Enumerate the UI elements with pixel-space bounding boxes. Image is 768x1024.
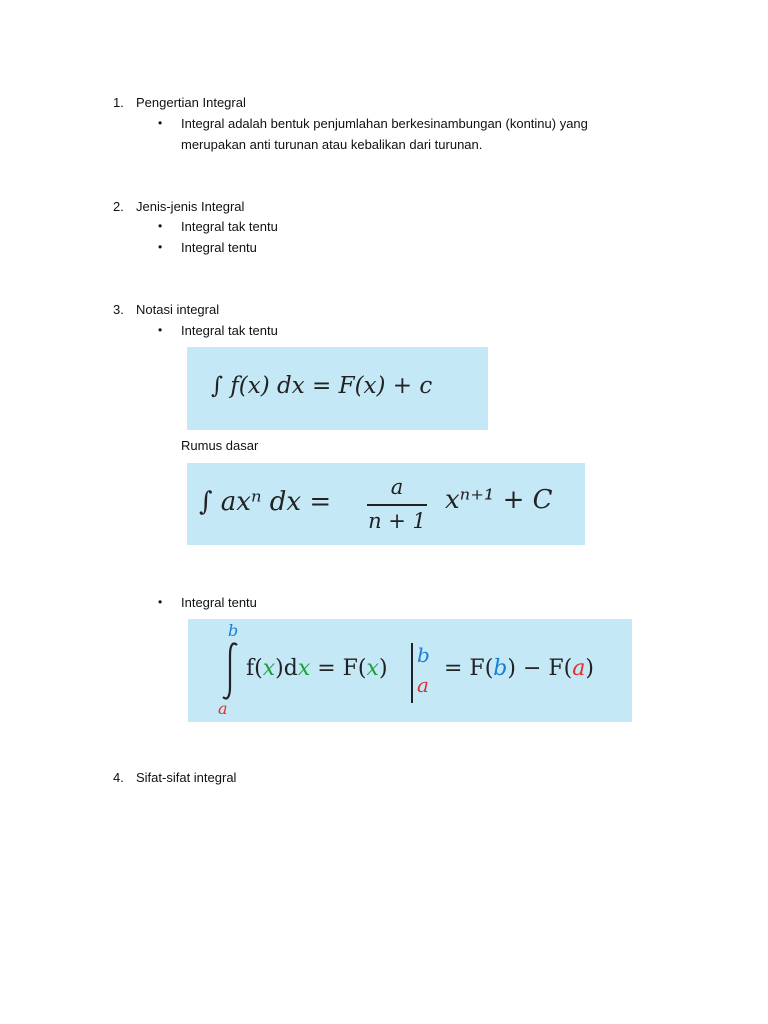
section-3-title: Notasi integral	[136, 302, 220, 317]
definite-integral-body: f(x)dx = F(x)	[246, 656, 388, 681]
evaluation-upper: b	[417, 643, 430, 667]
section-2-number: 2.	[113, 199, 124, 214]
integral-sign-icon	[220, 641, 242, 701]
basic-rule-rhs: xⁿ⁺¹ + C	[445, 485, 553, 515]
basic-rule-formula	[187, 463, 585, 545]
fraction-bar	[367, 504, 427, 506]
bullet-icon: •	[158, 595, 163, 609]
indefinite-integral-text: ∫ f(x) dx = F(x) + c	[211, 373, 433, 399]
definite-integral-formula	[188, 619, 632, 722]
basic-rule-numerator: a	[390, 475, 404, 499]
section-1-number: 1.	[113, 95, 124, 110]
section-3-bullet-2: Integral tentu	[181, 595, 257, 610]
indefinite-integral-formula	[187, 347, 488, 430]
basic-rule-denominator: n + 1	[368, 509, 426, 533]
section-2-bullet-2: Integral tentu	[181, 240, 257, 255]
upper-limit: b	[228, 621, 239, 640]
evaluation-bar	[411, 643, 413, 703]
section-1-bullet-line-2: merupakan anti turunan atau kebalikan dari turunan.	[181, 137, 483, 152]
section-4-number: 4.	[113, 770, 124, 785]
evaluation-lower: a	[417, 673, 429, 697]
section-4-title: Sifat-sifat integral	[136, 770, 237, 785]
bullet-icon: •	[158, 240, 163, 254]
bullet-icon: •	[158, 219, 163, 233]
section-2-bullet-1: Integral tak tentu	[181, 219, 278, 234]
section-1-bullet-line-1: Integral adalah bentuk penjumlahan berkesinambungan (kontinu) yang	[181, 116, 588, 131]
section-3-number: 3.	[113, 302, 124, 317]
definite-integral-result: = F(b) − F(a)	[444, 656, 594, 681]
bullet-icon: •	[158, 116, 163, 130]
basic-rule-lhs: ∫ axⁿ dx =	[199, 487, 332, 517]
lower-limit: a	[218, 699, 228, 718]
section-2-title: Jenis-jenis Integral	[136, 199, 245, 214]
section-3-bullet-1: Integral tak tentu	[181, 323, 278, 338]
section-1-title: Pengertian Integral	[136, 95, 246, 110]
bullet-icon: •	[158, 323, 163, 337]
basic-rule-caption: Rumus dasar	[181, 438, 259, 453]
